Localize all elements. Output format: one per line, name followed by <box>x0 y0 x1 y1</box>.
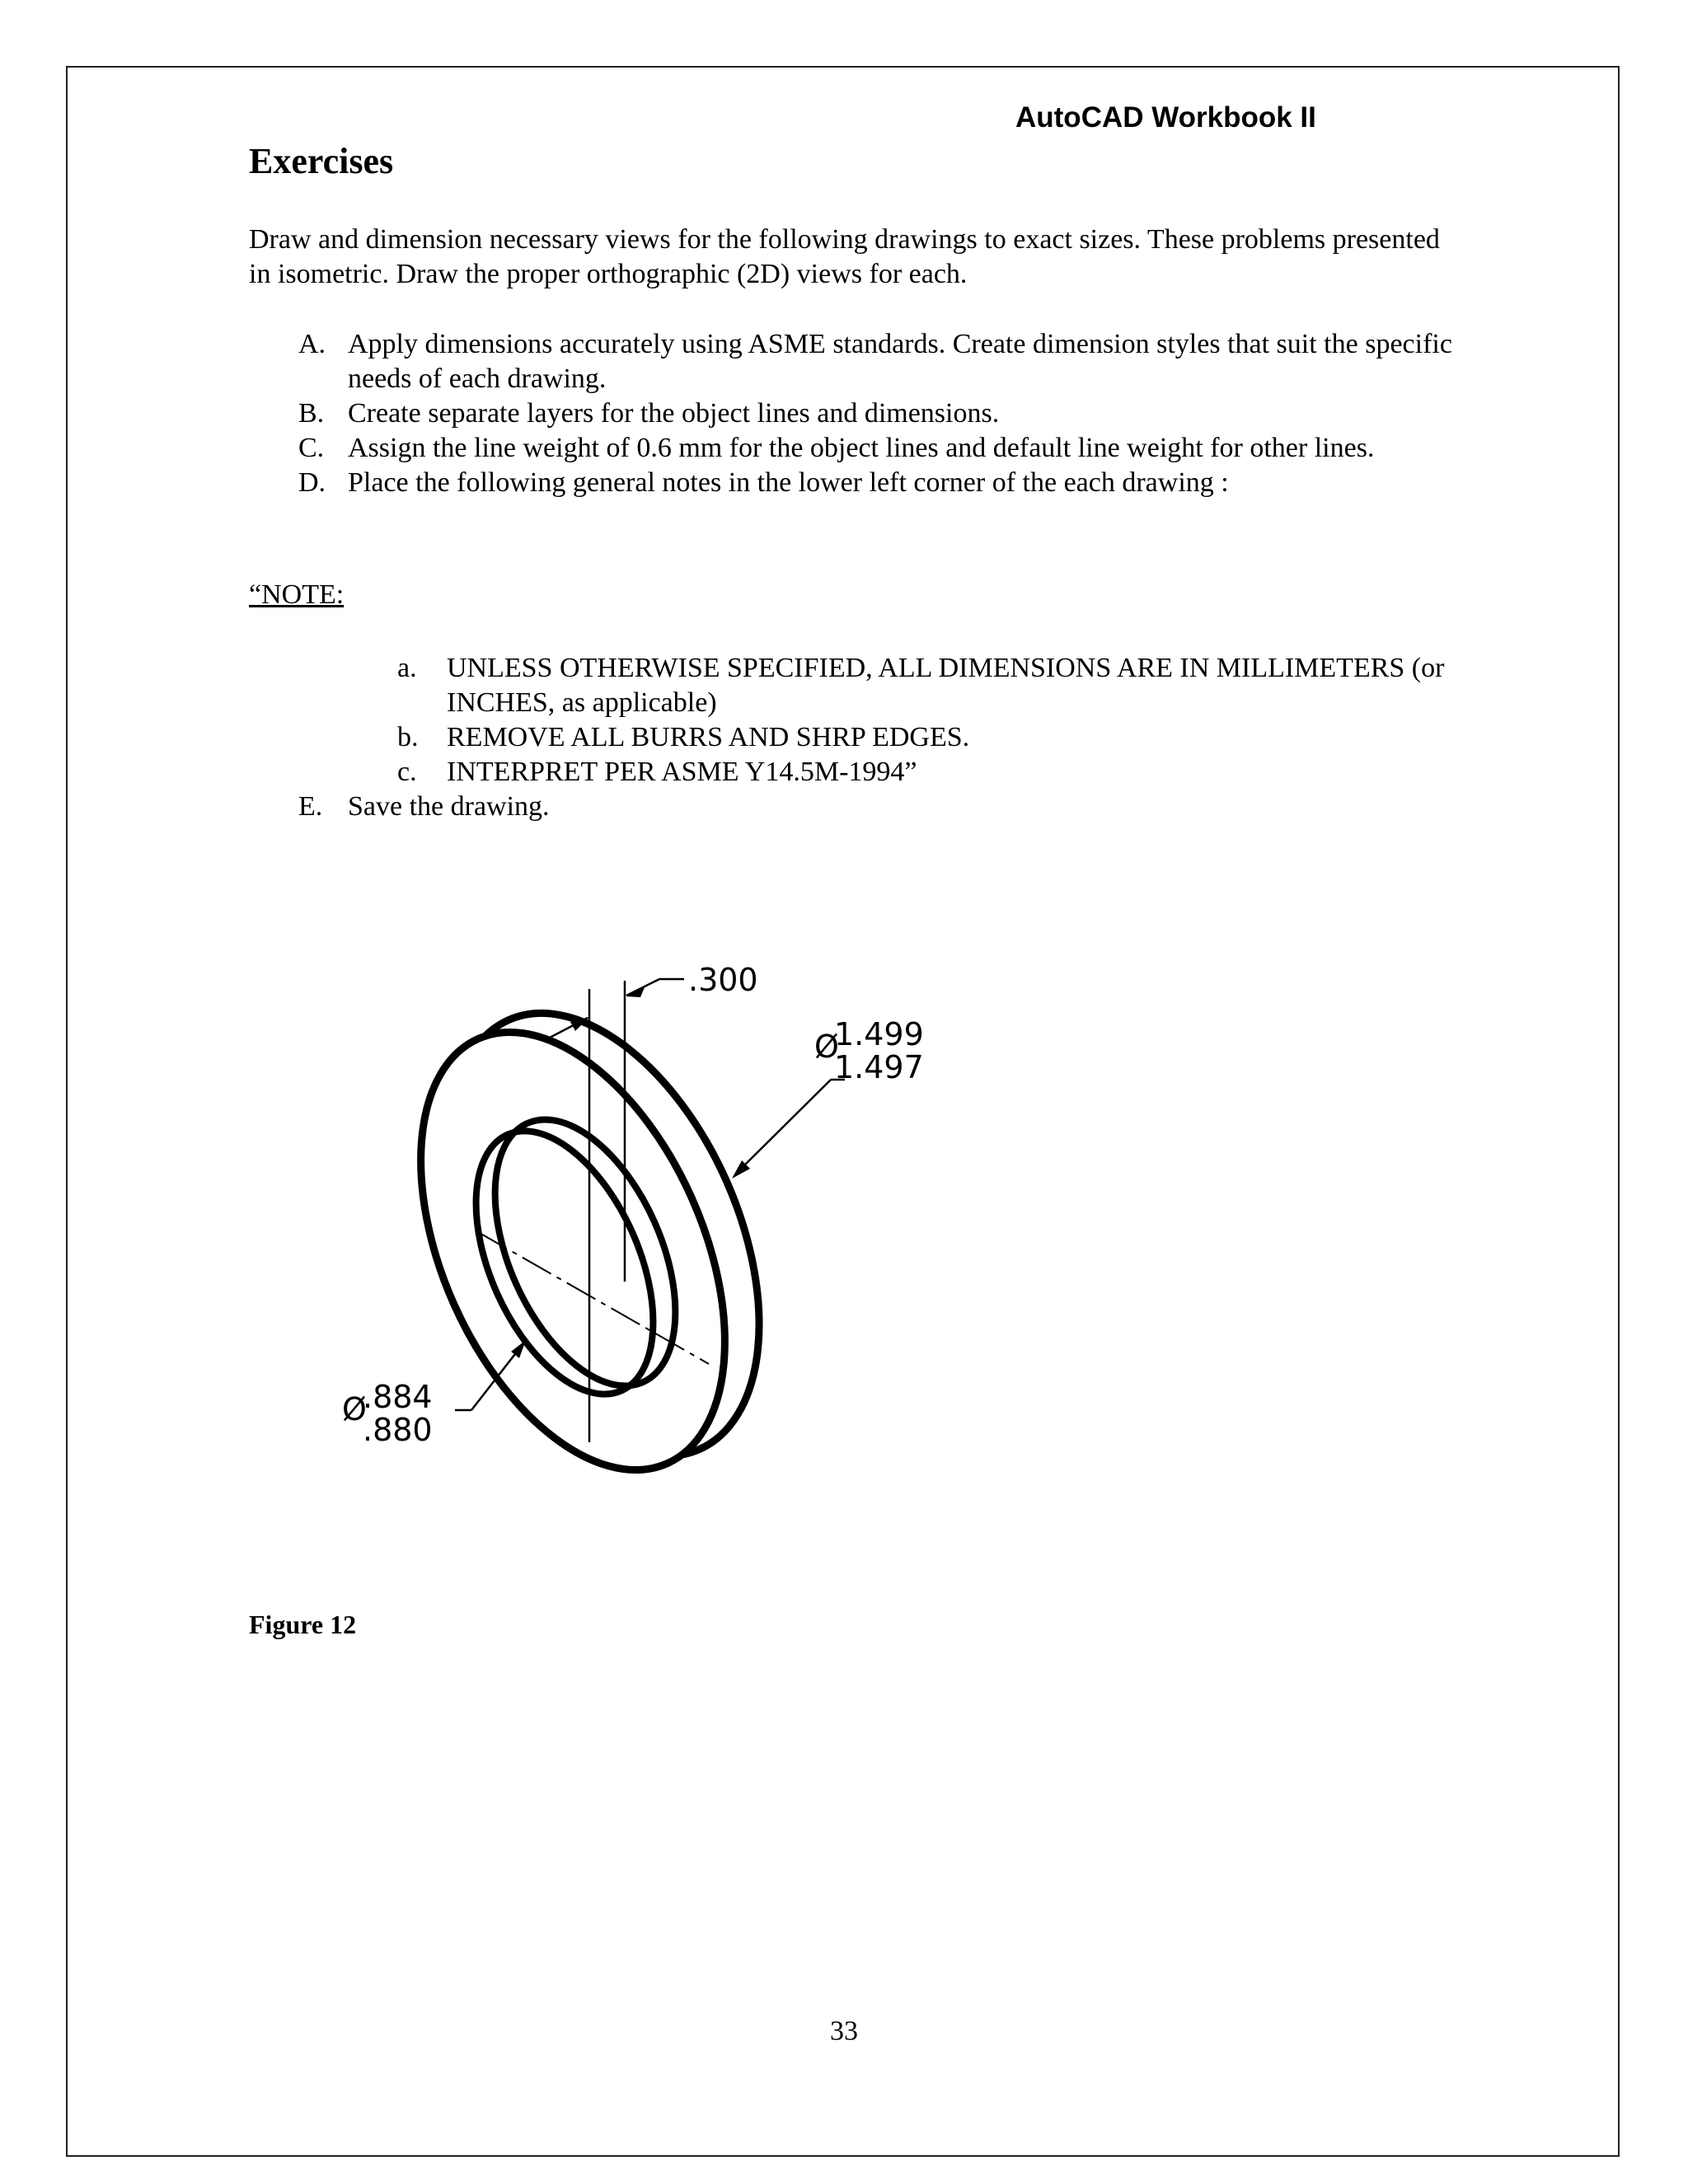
washer-isometric-drawing <box>313 940 989 1549</box>
leader-line <box>626 979 659 996</box>
instruction-letter: D. <box>298 467 326 498</box>
note-letter: b. <box>397 722 419 752</box>
note-heading: “NOTE: <box>249 579 345 610</box>
leader-line <box>735 1080 831 1174</box>
page-number: 33 <box>830 2016 858 2046</box>
instruction-letter: C. <box>298 433 325 463</box>
outer-diameter-symbol: Ø <box>814 1029 839 1065</box>
instruction-item <box>249 431 1452 466</box>
instruction-item <box>249 466 1452 500</box>
inner-diameter-min: .880 <box>363 1412 433 1448</box>
instruction-list <box>249 327 1452 500</box>
arrowhead <box>626 987 645 997</box>
note-text: REMOVE ALL BURRS AND SHRP EDGES. <box>447 722 970 752</box>
section-title: Exercises <box>249 141 394 181</box>
note-item <box>249 651 1452 720</box>
note-item <box>249 755 1452 790</box>
inner-diameter-symbol: Ø <box>342 1391 367 1427</box>
note-text: INTERPRET PER ASME Y14.5M-1994” <box>447 757 917 787</box>
intro-paragraph: Draw and dimension necessary views for the following drawings to exact sizes. These problems presented in isometric. Draw the proper orthographic (2D) views for each. <box>249 224 1440 289</box>
notes-list <box>249 651 1452 790</box>
instruction-text: Place the following general notes in the lower left corner of the each drawing : <box>348 467 1229 498</box>
outer-diameter-min: 1.497 <box>834 1049 924 1085</box>
inner-diameter-max: .884 <box>363 1379 433 1415</box>
instruction-letter: A. <box>298 329 326 359</box>
outer-diameter-max: 1.499 <box>834 1016 924 1052</box>
instruction-letter: E. <box>298 791 323 822</box>
instruction-text: Assign the line weight of 0.6 mm for the object lines and default line weight for other lines. <box>348 433 1375 463</box>
note-letter: c. <box>397 757 417 787</box>
note-text: UNLESS OTHERWISE SPECIFIED, ALL DIMENSIONS ARE IN MILLIMETERS (or INCHES, as applicable) <box>447 653 1445 718</box>
thickness-dimension: .300 <box>688 962 758 998</box>
note-letter: a. <box>397 653 417 683</box>
workbook-title: AutoCAD Workbook II <box>1015 101 1316 134</box>
figure-caption: Figure 12 <box>249 1610 357 1639</box>
instruction-item <box>249 396 1452 431</box>
note-item <box>249 720 1452 755</box>
instruction-text: Save the drawing. <box>348 791 550 822</box>
instruction-text: Apply dimensions accurately using ASME standards. Create dimension styles that suit the specific needs of each drawing. <box>348 329 1452 394</box>
instruction-letter: B. <box>298 398 325 429</box>
instruction-text: Create separate layers for the object lines and dimensions. <box>348 398 1000 429</box>
instruction-item <box>249 790 1452 824</box>
instruction-item <box>249 327 1452 396</box>
